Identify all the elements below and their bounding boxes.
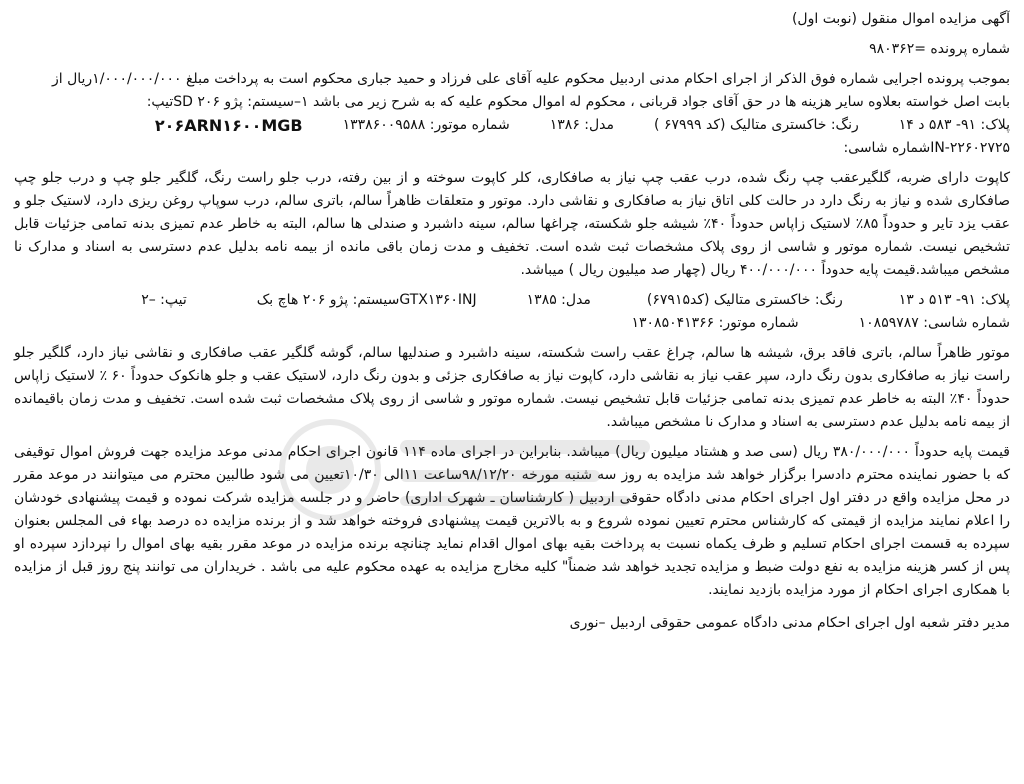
vehicle1-engine: شماره موتور: ۱۳۳۸۶۰۰۹۵۸۸: [342, 117, 510, 133]
vehicle1-type-code: ۲۰۶ARN۱۶۰۰MGB: [154, 116, 303, 135]
notice-title: آگهی مزایده اموال منقول (نوبت اول): [791, 11, 1010, 27]
vehicle2-ids: [14, 312, 1010, 335]
intro-line-1: بموجب پرونده اجرایی شماره فوق الذکر از اجرای احکام مدنی اردبیل محکوم علیه آقای علی فرزاد و حمید جباری محکوم است به پرداخت مبلغ ۱/۰۰۰/۰۰۰/۰۰۰ریال از: [51, 71, 1010, 87]
vehicle1-plate: پلاک: ۹۱- ۵۸۳ د ۱۴: [898, 117, 1010, 133]
vehicle2-plate: پلاک: ۹۱- ۵۱۳ د ۱۳: [898, 292, 1010, 308]
vehicle1-chassis: IN-۲۲۶۰۲۷۲۵شماره شاسی:: [843, 140, 1010, 156]
signature-line: مدیر دفتر شعبه اول اجرای احکام مدنی دادگاه عمومی حقوقی اردبیل –نوری: [569, 615, 1010, 631]
vehicle2-system: GTX۱۳۶۰INJسیستم: پژو ۲۰۶ هاچ بک: [256, 292, 477, 308]
vehicle2-description: موتور ظاهراً سالم، باتری فاقد برق، شیشه ها سالم، چراغ عقب راست شکسته، سینه داشبرد و صندلیها سالم، گوشه گلگیر عقب صافکاری و نقاشی نیاز دارد، گلگیر جلو راست نیاز به صافکاری بدون رنگ دارد، سپر عقب نیاز به نقاشی دارد، کاپوت نیاز به صافکاری جزئی و بدون رنگ دارد، لاستیک عقب و جلو هانکوک حدوداً ۶۰ ٪ لاستیک زاپاس حدوداً ۴۰٪ البته به خاطر عدم تمیزی بدنه تمامی جزئیات قابل تشخیص نیست. شماره موتور و شاسی از روی پلاک مشخصات ثبت شده است. تخفیف و مدت زمان باقیمانده از بیمه نامه بدلیل عدم دسترسی به اسناد و مدارک نا مشخص میباشد.: [14, 345, 1011, 430]
vehicle2-engine: شماره موتور: ۱۳۰۸۵۰۴۱۳۶۶: [631, 315, 799, 331]
vehicle2-chassis: شماره شاسی: ۱۰۸۵۹۷۸۷: [858, 315, 1010, 331]
vehicle1-model: مدل: ۱۳۸۶: [549, 117, 615, 133]
vehicle1-specs: [14, 114, 1010, 137]
vehicle2-specs: [14, 289, 1010, 312]
vehicle1-description: کاپوت دارای ضربه، گلگیرعقب چپ رنگ شده، درب عقب چپ نیاز به صافکاری، کلر کاپوت سوخته و از بین رفته، درب جلو راست رنگ، گلگیر جلو چپ و درب جلو چپ صافکاری شده و نیاز به رنگ دارد در حالت کلی اتاق نیاز به صافکاری و نقاشی دارد. موتور و متعلقات ظاهراً سالم، باتری سالم، درب سوپاپ روغن ریزی دارد، لاستیک جلو و عقب یزد تایر و حدوداً ۸۵٪ لاستیک زاپاس حدوداً ۴۰٪ شیشه جلو شکسته، چراغها سالم، سینه داشبرد و صندلی ها سالم، البته به خاطر عدم تمیزی بدنه تمامی جزئیات قابل تشخیص نیست. شماره موتور و شاسی از روی پلاک مشخصات ثبت شده است. تخفیف و مدت زمان باقی مانده از بیمه نامه بدلیل عدم دسترسی به اسناد و مدارک نا مشخص میباشد.قیمت پایه حدوداً ۴۰۰/۰۰۰/۰۰۰ ریال (چهار صد میلیون ریال ) میباشد.: [14, 170, 1010, 278]
auction-terms: قیمت پایه حدوداً ۳۸۰/۰۰۰/۰۰۰ ریال (سی صد و هشتاد میلیون ریال) میباشد. بنابراین در اجرای ماده ۱۱۴ قانون اجرای احکام مدنی موعد مزایده جهت فروش اموال توقیفی که با حضور نماینده محترم دادسرا برگزار خواهد شد مزایده به روز سه شنبه مورخه ۹۸/۱۲/۲۰ساعت ۱۱الی ۱۰/۳۰تعیین می شود طالبین محترم می میتوانند در موعد مقرر در محل مزایده واقع در دفتر اول اجرای احکام مدنی دادگاه حقوقی اردبیل ( کارشناسان ـ شهرک اداری) حاضر و در جلسه مزایده شرکت نموده و قیمت پیشنهادی خودشان را اعلام نمایند مزایده از قیمتی که کارشناس محترم تعیین نموده شروع و به بالاترین قیمت پیشنهادی فروخته خواهد شد و از برنده مزایده ده درصد بهاء فی المجلس بعنوان سپرده به قسمت اجرای احکام تسلیم و ظرف یکماه نسبت به پرداخت بقیه بهای اموال اقدام نماید چنانچه برنده مزایده در موعد مقرر بقیه بهای اموال را نپردازد سپرده او پس از کسر هزینه مزایده به نفع دولت ضبط و مزایده تجدید خواهد شد ضمناً" کلیه مخارج مزایده به عهده محکوم علیه می باشد . خریداران می توانند پنج روز قبل از مزایده با همکاری اجرای احکام از مورد مزایده بازدید نمایند.: [14, 444, 1011, 598]
vehicle1-color: رنگ: خاکستری متالیک (کد ۶۷۹۹۹ ): [654, 117, 859, 133]
vehicle2-model: مدل: ۱۳۸۵: [526, 292, 591, 308]
vehicle2-color: رنگ: خاکستری متالیک (کد۶۷۹۱۵): [646, 292, 843, 308]
case-number: شماره پرونده =۹۸۰۳۶۲: [869, 41, 1010, 57]
intro-line-2: بابت اصل خواسته بعلاوه سایر هزینه ها در حق آقای جواد قربانی ، محکوم له اموال محکوم علیه که به شرح زیر می باشد ۱–سیستم: پژو ۲۰۶ SDتیپ:: [146, 94, 1010, 110]
vehicle2-type: تیپ: –۲: [141, 292, 187, 308]
